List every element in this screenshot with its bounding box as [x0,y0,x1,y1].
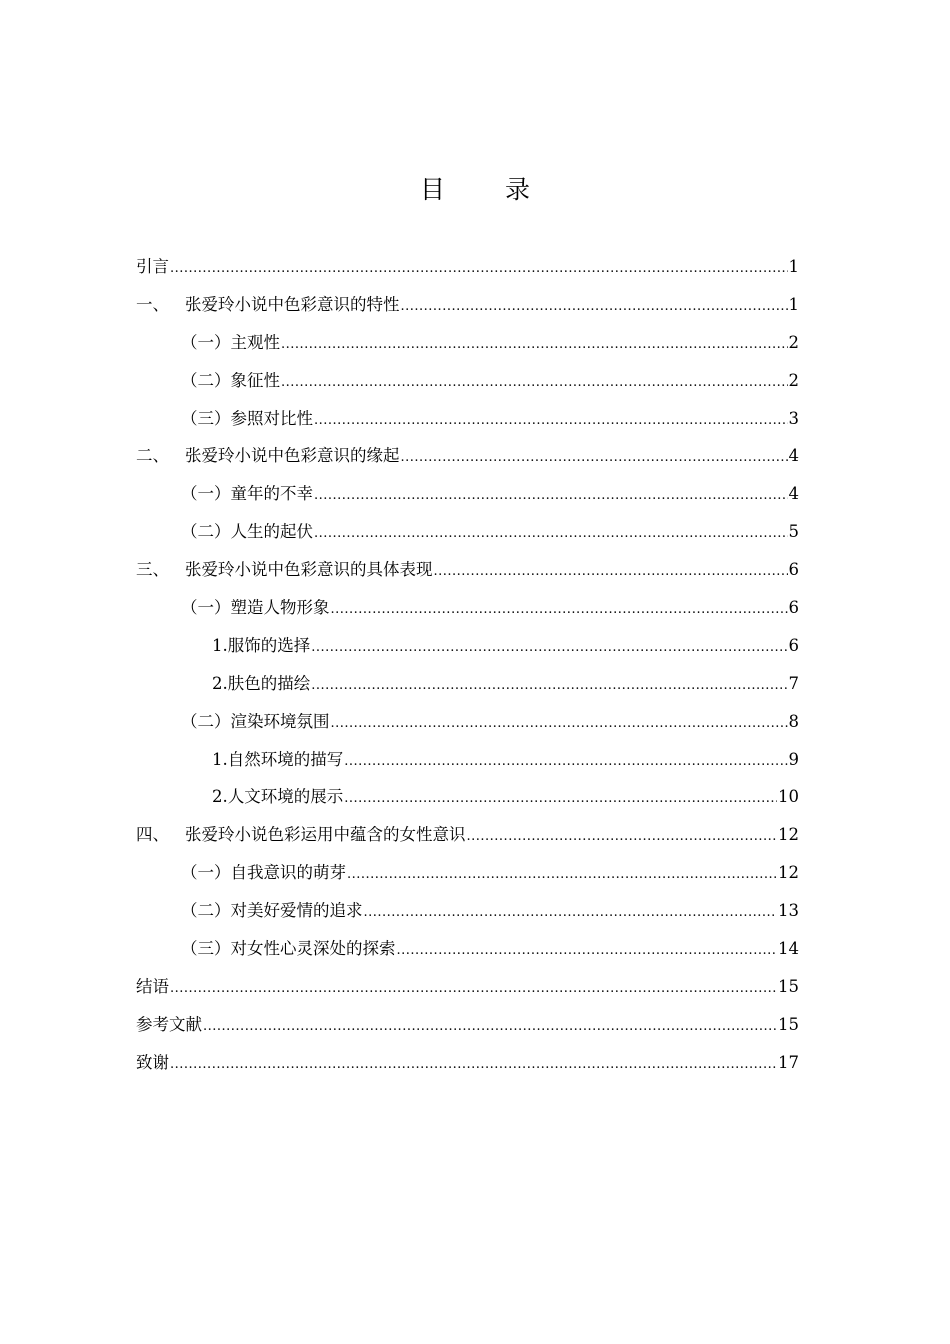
toc-entry[interactable] [136,513,799,551]
toc-entry-label: （二）象征性 [181,370,280,390]
toc-entry-label: 张爱玲小说中色彩意识的缘起 [185,446,400,466]
toc-entry-page: 2 [788,370,799,390]
toc-dot-leader [170,250,788,288]
toc-dot-leader [344,780,777,818]
toc-entry[interactable] [136,854,799,892]
toc-dot-leader [467,818,778,856]
toc-entry[interactable] [136,892,799,930]
toc-entry[interactable] [136,589,799,627]
toc-entry-page: 7 [788,673,799,693]
toc-entry-number: 三、 [136,560,169,580]
toc-entry-number: 一、 [136,294,169,314]
toc-entry-page: 1 [788,294,799,314]
toc-entry-page: 15 [778,976,799,996]
toc-dot-leader [397,932,778,970]
toc-entry[interactable] [136,551,799,589]
toc-entry-label: 2.人文环境的展示 [212,787,344,807]
toc-entry-page: 6 [788,635,799,655]
toc-dot-leader [331,705,788,743]
toc-entry-label: 张爱玲小说色彩运用中蕴含的女性意识 [185,825,466,845]
toc-entry-label: 2.肤色的描绘 [212,673,311,693]
toc-entry[interactable] [136,930,799,968]
toc-entry-label: 致谢 [136,1052,169,1072]
toc-entry-page: 4 [788,446,799,466]
toc-entry-page: 9 [788,749,799,769]
page-title: 目 录 [420,175,556,204]
toc-entry[interactable] [136,627,799,665]
toc-entry-page: 5 [788,522,799,542]
toc-dot-leader [401,439,788,477]
toc-entry-page: 13 [778,901,799,921]
toc-dot-leader [434,553,788,591]
toc-entry-label: 结语 [136,976,169,996]
toc-entry-page: 4 [788,484,799,504]
toc-entry[interactable] [136,816,799,854]
toc-dot-leader [311,629,787,667]
toc-dot-leader [314,477,788,515]
toc-entry[interactable] [136,324,799,362]
toc-entry-page: 8 [788,711,799,731]
toc-entry-label: （一）童年的不幸 [181,484,313,504]
toc-entry[interactable] [136,703,799,741]
toc-entry[interactable] [136,778,799,816]
toc-dot-leader [170,970,777,1008]
toc-entry-label: （三）参照对比性 [181,408,313,428]
toc-entry-page: 6 [788,598,799,618]
toc-entry-label: （一）塑造人物形象 [181,598,330,618]
table-of-contents [136,248,799,1082]
toc-entry-label: 参考文献 [136,1014,202,1034]
toc-entry-label: （一）自我意识的萌芽 [181,863,346,883]
toc-entry-page: 17 [778,1052,799,1072]
toc-entry-page: 1 [788,257,799,276]
toc-entry-label: 引言 [136,257,169,276]
toc-dot-leader [203,1008,777,1046]
toc-entry-page: 15 [778,1014,799,1034]
toc-entry[interactable] [136,475,799,513]
toc-entry-number: 四、 [136,825,169,845]
toc-entry-label: 1.服饰的选择 [212,635,311,655]
toc-entry-label: （一）主观性 [181,332,280,352]
toc-entry-label: （二）渲染环境氛围 [181,711,330,731]
toc-entry-page: 3 [788,408,799,428]
toc-entry[interactable] [136,741,799,779]
toc-entry-label: 1.自然环境的描写 [212,749,344,769]
toc-dot-leader [347,856,777,894]
toc-entry-page: 6 [788,560,799,580]
toc-dot-leader [170,1046,777,1084]
toc-dot-leader [331,591,788,629]
toc-dot-leader [311,667,787,705]
toc-entry-label: （二）人生的起伏 [181,522,313,542]
toc-entry[interactable] [136,248,799,286]
toc-entry-number: 二、 [136,446,169,466]
toc-entry-page: 2 [788,332,799,352]
toc-entry-page: 12 [778,825,799,845]
toc-dot-leader [314,402,788,440]
toc-dot-leader [401,288,788,326]
toc-dot-leader [314,515,788,553]
toc-dot-leader [281,364,788,402]
toc-entry-page: 12 [778,863,799,883]
toc-entry-label: 张爱玲小说中色彩意识的具体表现 [185,560,433,580]
toc-entry[interactable] [136,286,799,324]
toc-dot-leader [344,743,787,781]
toc-entry-label: （三）对女性心灵深处的探索 [181,939,396,959]
toc-entry[interactable] [136,1006,799,1044]
toc-entry[interactable] [136,968,799,1006]
toc-entry[interactable] [136,1044,799,1082]
toc-entry-page: 10 [778,787,799,807]
toc-entry[interactable] [136,437,799,475]
toc-dot-leader [364,894,778,932]
toc-dot-leader [281,326,788,364]
toc-entry[interactable] [136,665,799,703]
toc-entry-page: 14 [778,939,799,959]
toc-entry-label: 张爱玲小说中色彩意识的特性 [185,294,400,314]
toc-entry[interactable] [136,362,799,400]
toc-entry-label: （二）对美好爱情的追求 [181,901,363,921]
toc-entry[interactable] [136,400,799,438]
